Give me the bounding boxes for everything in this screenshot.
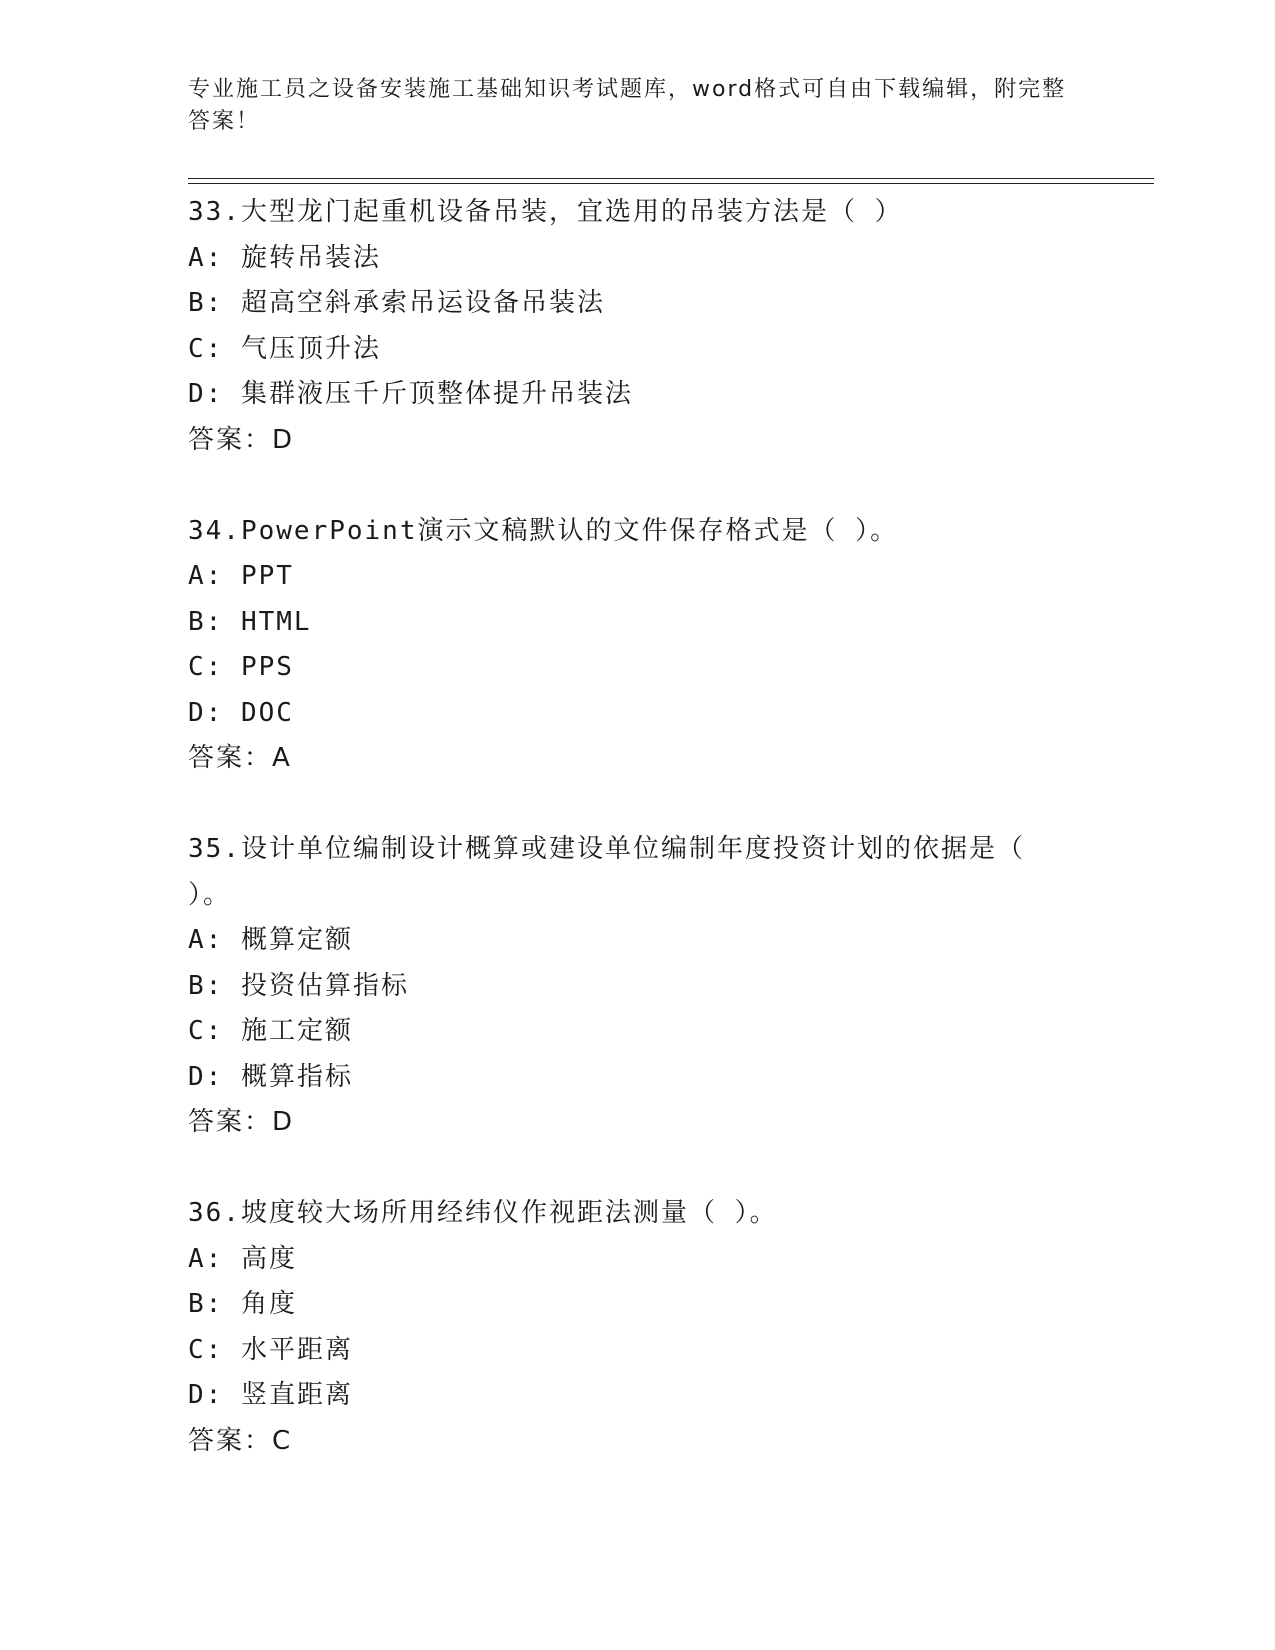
option-a: A: 旋转吊装法 <box>188 242 381 273</box>
question-33 <box>188 190 1068 463</box>
option-b: B: 角度 <box>188 1289 297 1319</box>
option-c: C: PPS <box>188 652 294 682</box>
option-d: D: DOC <box>188 697 294 728</box>
option-b: B: 投资估算指标 <box>188 970 409 1001</box>
answer: 答案：D <box>188 424 295 455</box>
question-34 <box>188 509 1068 782</box>
answer: 答案：A <box>188 743 292 773</box>
question-stem: 36.坡度较大场所用经纬仪作视距法测量（ ）。 <box>188 1198 778 1228</box>
option-d: D: 概算指标 <box>188 1061 353 1092</box>
question-stem: 33.大型龙门起重机设备吊装，宜选用的吊装方法是（ ） <box>188 197 903 227</box>
question-36 <box>188 1191 1068 1464</box>
question-stem: 35.设计单位编制设计概算或建设单位编制年度投资计划的依据是（ ）。 <box>188 834 1025 910</box>
option-d: D: 竖直距离 <box>188 1380 353 1410</box>
document-header: 专业施工员之设备安装施工基础知识考试题库，word格式可自由下载编辑，附完整答案！ <box>188 77 1067 134</box>
question-35 <box>188 827 1068 1146</box>
option-a: A: 概算定额 <box>188 925 353 955</box>
option-b: B: 超高空斜承索吊运设备吊装法 <box>188 288 605 318</box>
header-rule-top <box>188 178 1154 179</box>
option-c: C: 施工定额 <box>188 1016 353 1046</box>
option-a: A: 高度 <box>188 1243 297 1274</box>
option-b: B: HTML <box>188 606 312 637</box>
option-c: C: 水平距离 <box>188 1334 353 1365</box>
answer: 答案：C <box>188 1425 293 1456</box>
option-a: A: PPT <box>188 561 294 591</box>
answer: 答案：D <box>188 1107 295 1137</box>
option-c: C: 气压顶升法 <box>188 333 381 364</box>
header-rule-bottom <box>188 183 1154 184</box>
question-list <box>188 190 1068 1464</box>
question-stem: 34.PowerPoint演示文稿默认的文件保存格式是（ ）。 <box>188 515 899 546</box>
option-d: D: 集群液压千斤顶整体提升吊装法 <box>188 379 633 409</box>
